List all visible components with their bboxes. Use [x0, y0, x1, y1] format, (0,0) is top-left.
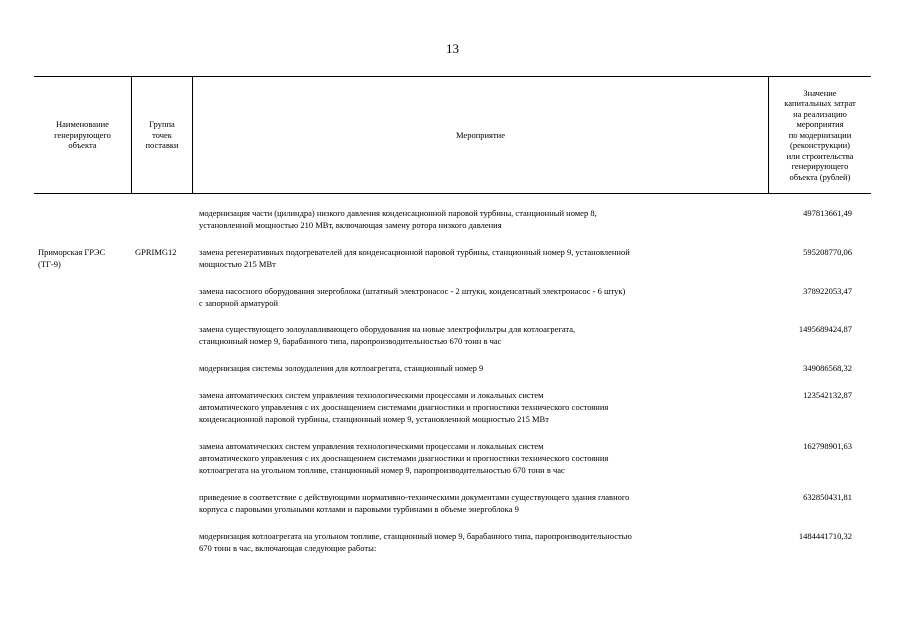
cost-cell: 497813661,49 [803, 208, 852, 218]
cost-cell: 595208770,06 [803, 247, 852, 257]
cost-cell: 162798901,63 [803, 441, 852, 451]
cost-cell: 1484441710,32 [798, 531, 852, 541]
header-object-name: Наименование генерирующего объекта [54, 119, 111, 151]
measure-cell: приведение в соответствие с действующими нормативно-техническими документами существующего здания главного корпуса с паровыми угольными котлами и паровыми турбинами в объеме энергоблока 9 [199, 492, 630, 514]
measure-cell: замена насосного оборудования энергоблока (штатный электронасос - 2 штуки, конденсатный электронасос - 6 штук) с запорной арматурой [199, 286, 626, 308]
object-name-cell: Приморская ГРЭС (ТГ-9) [38, 247, 106, 269]
measure-cell: модернизация котлоагрегата на угольном топливе, станционный номер 9, барабанного типа, паропроизводительностью 670 тонн в час, включающая следующие работы: [199, 531, 632, 553]
cost-cell: 349086568,32 [803, 363, 852, 373]
page-number: 13 [446, 41, 459, 56]
header-group: Группа точек поставки [145, 119, 179, 151]
group-code-cell: GPRIMG12 [135, 247, 177, 257]
header-cost: Значение капитальных затрат на реализацию мероприятия по модернизации (реконструкции) или строительства генерирующего объекта (рублей) [784, 87, 856, 182]
cost-cell: 1495689424,87 [798, 324, 852, 334]
measure-cell: замена автоматических систем управления технологическими процессами и локальных систем автоматического управления с их дооснащением системами диагностики и прогностики технического состояния котлоагрегата на угольном топливе, станционный номер 9, паропроизводительностью 670 тонн в час [199, 441, 609, 475]
measure-cell: модернизация системы золоудаления для котлоагрегата, станционный номер 9 [199, 363, 484, 373]
measure-cell: замена автоматических систем управления технологическими процессами и локальных систем автоматического управления с их дооснащением системами диагностики и прогностики технического состояния конденсационной паровой турбины, станционный номер 9, установленной мощностью 215 МВт [199, 390, 609, 424]
measure-cell: модернизация части (цилиндра) низкого давления конденсационной паровой турбины, станционный номер 8, установленной мощностью 210 МВт, включающая замену ротора низкого давления [199, 208, 597, 230]
cost-cell: 632850431,81 [803, 492, 852, 502]
header-measure: Мероприятие [455, 129, 505, 140]
cost-cell: 378922053,47 [803, 286, 852, 296]
measure-cell: замена существующего золоулавливающего оборудования на новые электрофильтры для котлоагрегата, станционный номер 9, барабанного типа, паропроизводительностью 670 тонн в час [199, 324, 576, 346]
measure-cell: замена регенеративных подогревателей для конденсационной паровой турбины, станционный номер 9, установленной мощностью 215 МВт [199, 247, 630, 269]
cost-cell: 123542132,87 [803, 390, 852, 400]
table-header-bottom-rule [34, 193, 871, 194]
